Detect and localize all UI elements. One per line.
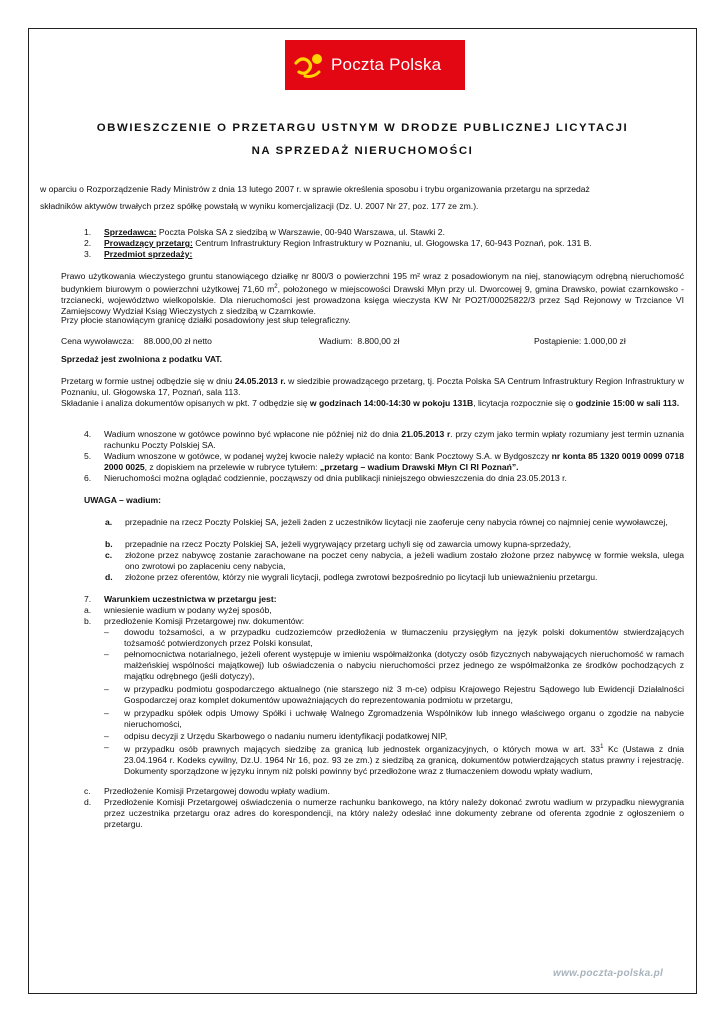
- list-item-seller: 1. Sprzedawca: Poczta Polska SA z siedzibą w Warszawie, 00-940 Warszawa, ul. Stawki 2.: [84, 227, 445, 237]
- condition-a: a. wniesienie wadium w podany wyżej sposób,: [84, 605, 272, 615]
- organizer-label: Prowadzący przetarg:: [104, 238, 193, 248]
- list-item-wadium-deadline: 4. Wadium wnoszone w gotówce powinno być wpłacone nie później niż do dnia 21.05.2013 r. przy czym jako termin wpłaty rozumiany jest termin uznania rachunku Poczty Polskiej SA.: [84, 429, 685, 450]
- list-item-subject: 3. Przedmiot sprzedaży:: [84, 249, 193, 259]
- posthorn-icon: [293, 50, 327, 80]
- uwaga-item-b: b. przepadnie na rzecz Poczty Polskiej SA, jeżeli wygrywający przetarg uchyli się od zawarcia umowy kupna-sprzedaży,: [105, 539, 571, 549]
- list-item-organizer: 2. Prowadzący przetarg: Centrum Infrastruktury Region Infrastruktury w Poznaniu, ul. Głogowska 17, 60-943 Poznań, pok. 131 B.: [84, 238, 592, 248]
- intro-line1: w oparciu o Rozporządzenie Rady Ministrów z dnia 13 lutego 2007 r. w sprawie określenia sposobu i trybu organizowania przetargu na sprzedaż: [40, 184, 590, 194]
- footer-url[interactable]: www.poczta-polska.pl: [553, 968, 664, 979]
- condition-d: d. Przedłożenie Komisji Przetargowej oświadczenia o numerze rachunku bankowego, na który należy dokonać zwrotu wadium w przypadku niewygrania przez uczestnika przetargu oraz adres do korespondencji, na który należy odesłać inne dokumenty zebrane od oferenta zgodnie z ogłoszeniem o przetargu.: [84, 797, 684, 829]
- list-item-bank-account: 5. Wadium wnoszone w gotówce, w podanej wyżej kwocie należy wpłacić na konto: Bank Pocztowy S.A. w Bydgoszczy nr konta 85 1320 0019 0099 0718 2000 0025, z dopiskiem na przelewie w rubryce tytułem: „przetarg – wadium Drawski Młyn CI RI Poznań”.: [84, 451, 684, 472]
- document-dash-6: – w przypadku osób prawnych mających siedzibę za granicą lub jednostek organizacyjnych, o których mowa w art. $33^1$ Kc (Ustawa z dnia 23.04.1964 r. Kodeks cywilny, Dz.U. 1964 Nr 16, poz. 93 ze zm.) z siedzibą za granicą, dokumentów potwierdzających status prawny i rejestrację. Dokumenty sporządzone w języku innym niż polski powinny być przedłożone wraz z tłumaczeniem dowodu wpłaty wadium,: [104, 742, 684, 776]
- condition-c: c. Przedłożenie Komisji Przetargowej dowodu wpłaty wadium.: [84, 786, 330, 796]
- document-dash-5: – odpisu decyzji z Urzędu Skarbowego o nadaniu numeru identyfikacji podatkowej NIP,: [104, 731, 448, 741]
- uwaga-item-d: d. złożone przez oferentów, którzy nie wygrali licytacji, podlega zwrotowi bezpośrednio po licytacji lub unieważnieniu przetargu.: [105, 572, 598, 582]
- starting-price: Cena wywoławcza: 88.000,00 zł netto: [61, 336, 212, 346]
- intro-line2: składników aktywów trwałych przez spółkę powstałą w wyniku komercjalizacji (Dz. U. 2007 Nr 27, poz. 177 ze zm.).: [40, 201, 479, 211]
- uwaga-heading: UWAGA – wadium:: [84, 495, 162, 505]
- document-dash-1: – dowodu tożsamości, a w przypadku cudzoziemców przedłożenia w tłumaczeniu przysięgłym na język polski dokumentów stwierdzających tożsamość potwierdzonych przez Polski konsulat,: [104, 627, 684, 648]
- wadium-amount: Wadium: 8.800,00 zł: [319, 336, 400, 346]
- poczta-polska-logo: [285, 40, 465, 90]
- condition-b: b. przedłożenie Komisji Przetargowej nw. dokumentów:: [84, 616, 305, 626]
- intro-paragraph: [40, 181, 685, 215]
- tender-info: Przetarg w formie ustnej odbędzie się w dniu 24.05.2013 r. w siedzibie prowadzącego przetarg, tj. Poczta Polska SA Centrum Infrastruktury Region Infrastruktury w Poznaniu, ul. Głogowska 17, Poznań, sala 113. Składanie i analiza dokumentów opisanych w pkt. 7 odbędzie się w godzinach 14:00-14:30 w pokoju 131B, licytacja rozpocznie się o godzinie 15:00 w sali 113.: [61, 376, 685, 408]
- seller-label: Sprzedawca:: [104, 227, 157, 237]
- document-dash-2: – pełnomocnictwa notarialnego, jeżeli oferent występuje w imieniu współmałżonka (dotyczy osób fizycznych nabywających nieruchomość w ramach małżeńskiej wspólności majątkowej) lub oświadczenia o nabyciu nieruchomości przez jednego ze współmałżonka ze środków pochodzących z majątku odrębnego (jeśli dotyczy),: [104, 649, 684, 681]
- bid-increment: Postąpienie: 1.000,00 zł: [534, 336, 626, 346]
- document-title-line1: OBWIESZCZENIE O PRZETARGU USTNYM W DRODZE PUBLICZNEJ LICYTACJI: [96, 122, 629, 134]
- vat-note: Sprzedaż jest zwolniona z podatku VAT.: [61, 354, 223, 364]
- uwaga-item-a: a. przepadnie na rzecz Poczty Polskiej SA, jeżeli żaden z uczestników licytacji nie zaoferuje ceny nabycia równej co najmniej cenie wywoławczej,: [105, 517, 668, 527]
- page-frame: [28, 28, 697, 994]
- list-item-viewing: 6. Nieruchomości można oglądać codziennie, począwszy od dnia publikacji niniejszego obwieszczenia do dnia 23.05.2013 r.: [84, 473, 567, 483]
- telegraph-pole-note: Przy płocie stanowiącym granicę działki posadowiony jest słup telegraficzny.: [61, 315, 351, 325]
- document-title-line2: NA SPRZEDAŻ NIERUCHOMOŚCI: [251, 145, 474, 157]
- logo-text: Poczta Polska: [331, 55, 442, 74]
- property-description: Prawo użytkowania wieczystego gruntu stanowiącego działkę nr 800/3 o powierzchni 195 m² wraz z posadowionym na niej, stanowiącym odrębną nieruchomość budynkiem biurowym o powierzchni użytkowej 71,60 $m^2$, położonego w miejscowości Drawski Młyn przy ul. Dworcowej 9, gmina Drawsko, powiat czarnkowsko - trzcianecki, województwo wielkopolskie. Dla nieruchomości jest prowadzona księga wieczysta KW Nr PO2T/00025822/3 przez Sąd Rejonowy w Trzciance VI Zamiejscowy Wydział Ksiąg Wieczystych z siedzibą w Czarnkowie.: [61, 271, 684, 316]
- uwaga-item-c: c. złożone przez nabywcę zostanie zarachowane na poczet ceny nabycia, a jeżeli wadium zostało złożone przez nabywcę w formie weksla, ulega ono zwrotowi po zapłaceniu ceny nabycia,: [105, 550, 684, 571]
- subject-label: Przedmiot sprzedaży:: [104, 249, 193, 259]
- document-dash-3: – w przypadku podmiotu gospodarczego aktualnego (nie starszego niż 3 m-ce) odpisu Krajowego Rejestru Sądowego lub Ewidencji Działalności Gospodarczej oraz komplet dokumentów upoważniających do reprezentowania podmiotu w przetargu,: [104, 684, 684, 705]
- document-dash-4: – w przypadku spółek odpis Umowy Spółki i uchwałę Walnego Zgromadzenia Wspólników lub innego właściwego organu o zgodzie na nabycie nieruchomości,: [104, 708, 684, 729]
- conditions-heading: 7. Warunkiem uczestnictwa w przetargu jest:: [84, 594, 277, 604]
